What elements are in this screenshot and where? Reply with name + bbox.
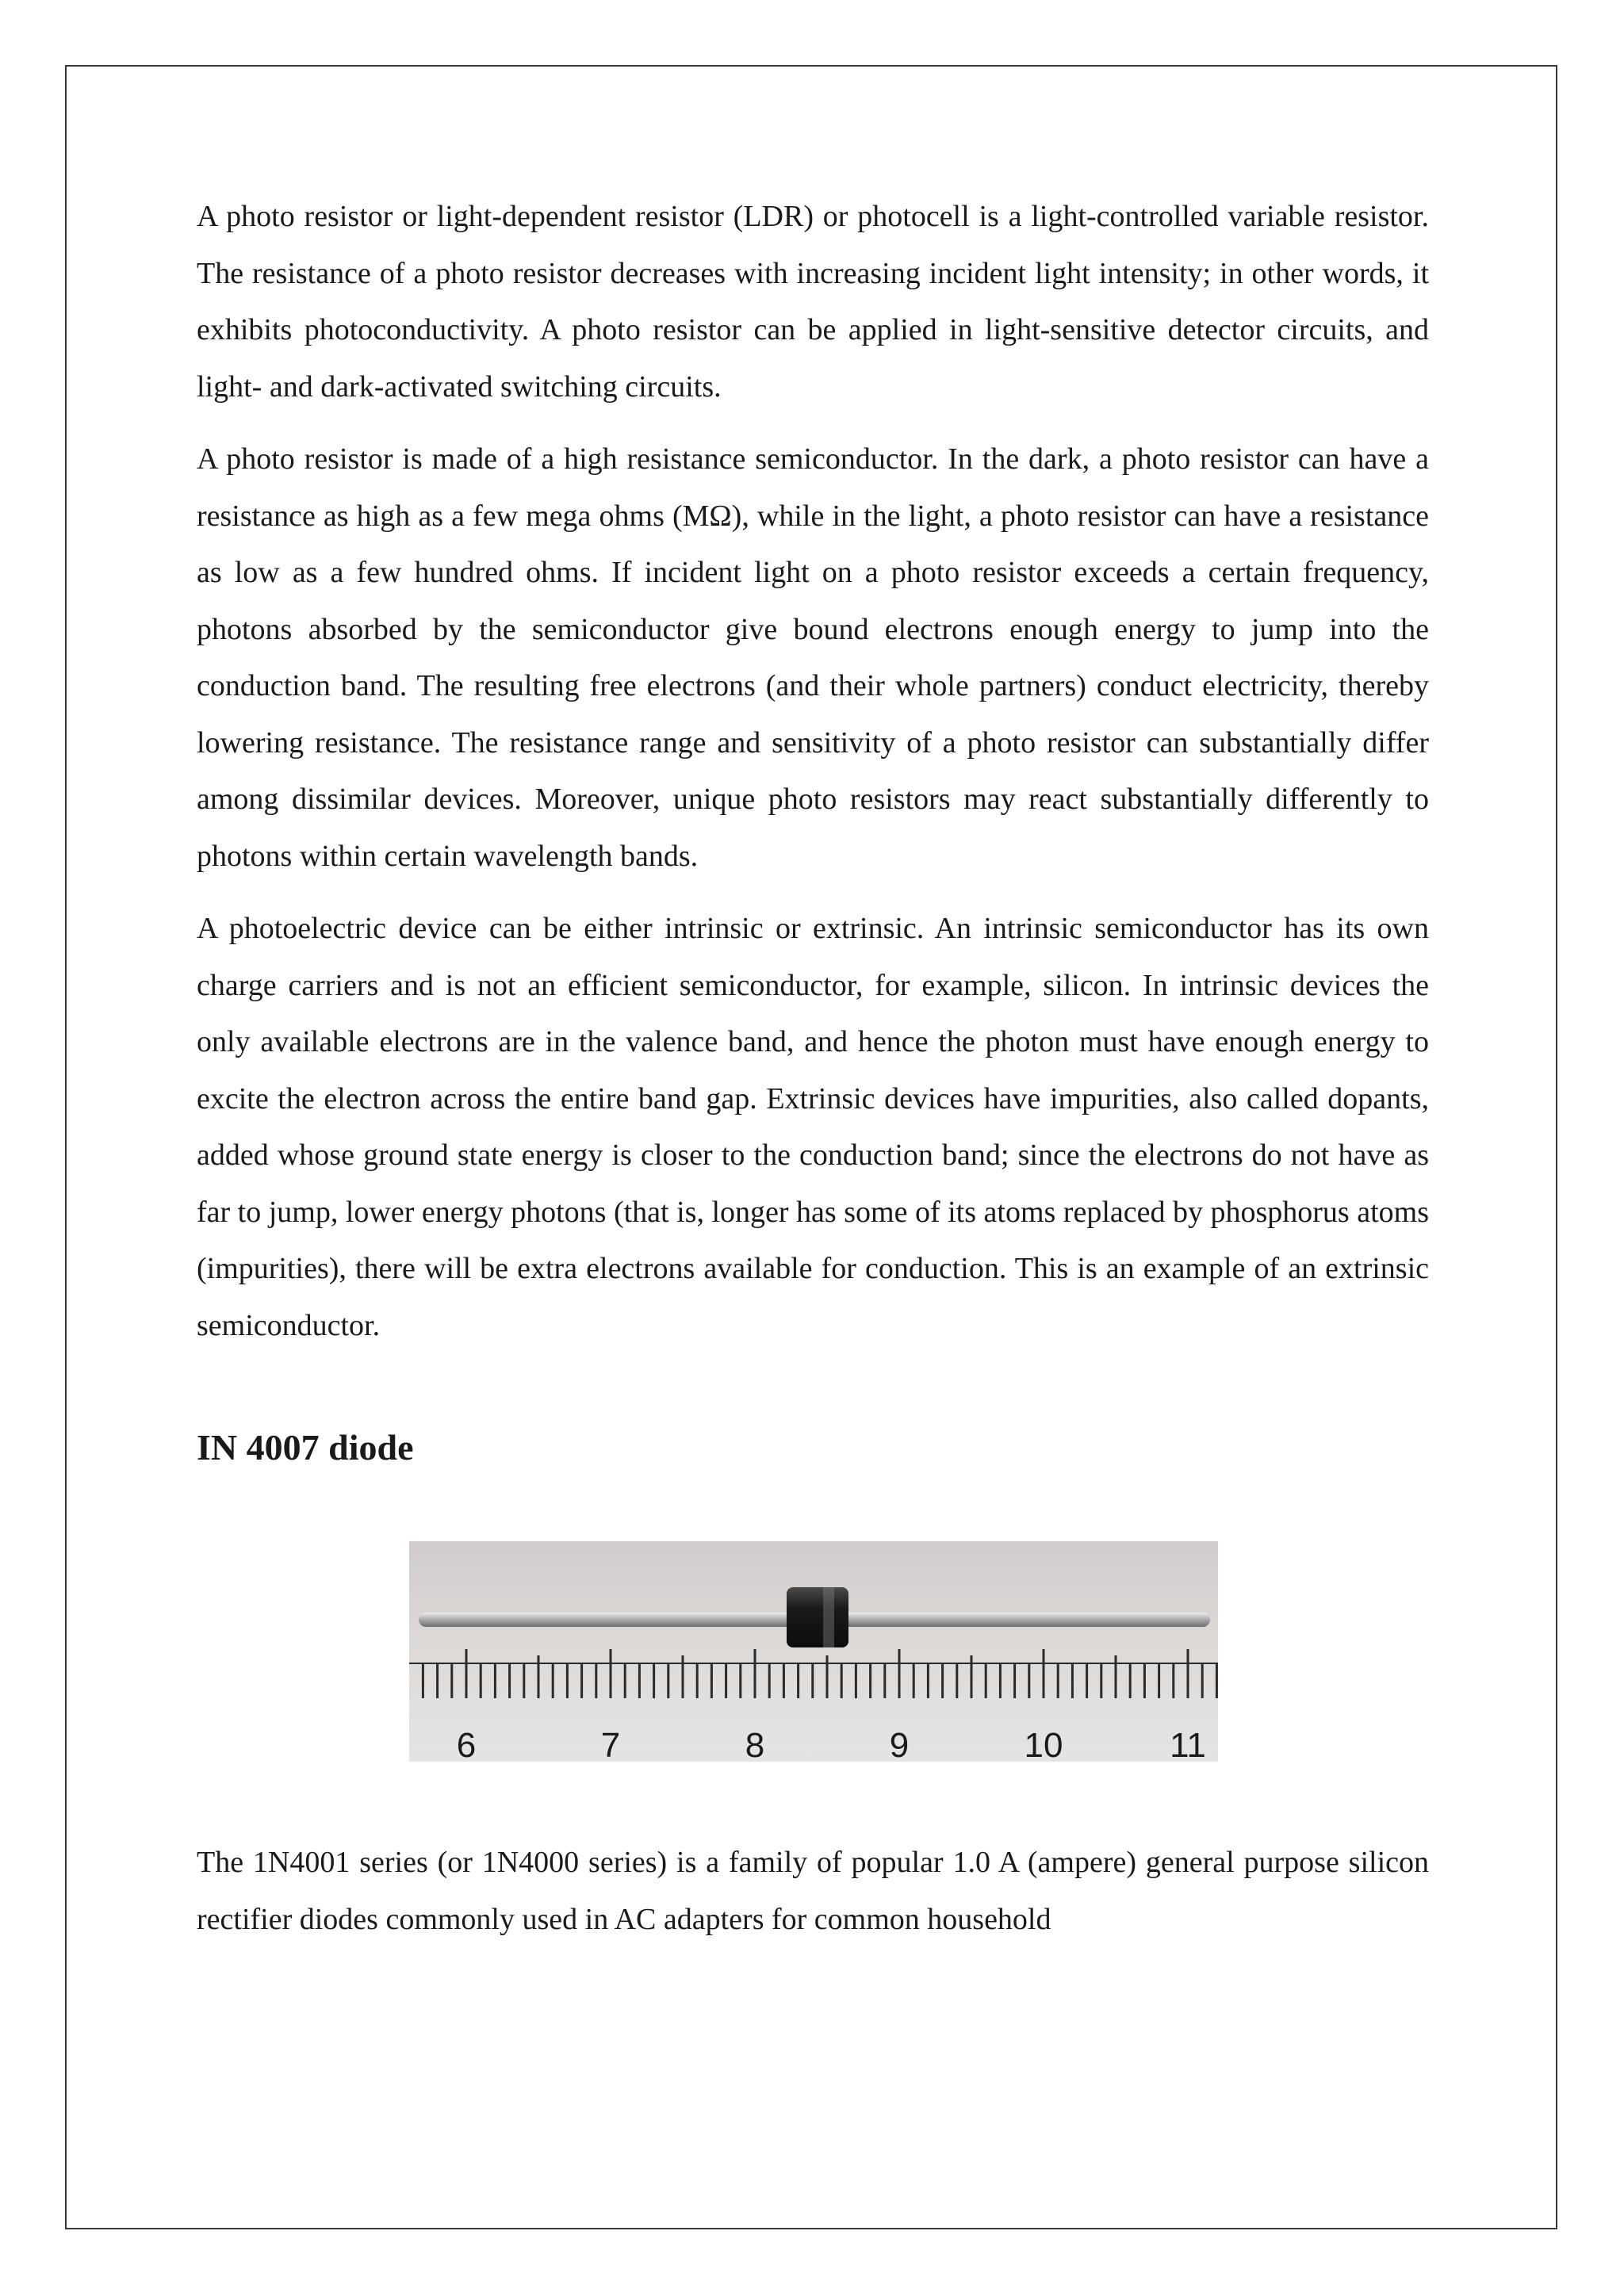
ruler-number: 10 — [1024, 1726, 1063, 1762]
paragraph-photo-resistor-material: A photo resistor is made of a high resistance semiconductor. In the dark, a photo resistor can have a resistance as high as a few mega ohms (MΩ), while in the light, a photo resistor can have a resistance as low as a few hundred ohms. If incident light on a photo resistor exceeds a certain frequency, photons absorbed by the semiconductor give bound electrons enough energy to jump into the conduction band. The resulting free electrons (and their whole partners) conduct electricity, thereby lowering resistance. The resistance range and sensitivity of a photo resistor can substantially differ among dissimilar devices. Moreover, unique photo resistors may react substantially differently to photons within certain wavelength bands. — [197, 442, 1429, 873]
diode-cathode-band — [823, 1587, 834, 1647]
diode-body — [787, 1587, 848, 1647]
ruler-number: 9 — [889, 1726, 910, 1762]
ruler-number: 8 — [745, 1726, 765, 1762]
ruler-number: 11 — [1170, 1726, 1206, 1762]
paragraph-1n4001-series: The 1N4001 series (or 1N4000 series) is a family of popular 1.0 A (ampere) general purpose silicon rectifier diodes commonly used in AC adapters for common household — [197, 1846, 1429, 1936]
ruler-number: 6 — [456, 1726, 477, 1762]
paragraph-intrinsic-extrinsic: A photoelectric device can be either intrinsic or extrinsic. An intrinsic semiconductor has its own charge carriers and is not an efficient semiconductor, for example, silicon. In intrinsic devices the only available electrons are in the valence band, and hence the photon must have enough energy to excite the electron across the entire band gap. Extrinsic devices have impurities, also called dopants, added whose ground state energy is closer to the conduction band; since the electrons do not have as far to jump, lower energy photons (that is, longer has some of its atoms replaced by phosphorus atoms (impurities), there will be extra electrons available for conduction. This is an example of an extrinsic semiconductor. — [197, 912, 1429, 1342]
paragraph-photo-resistor-intro: A photo resistor or light-dependent resistor (LDR) or photocell is a light-controlled variable resistor. The resistance of a photo resistor decreases with increasing incident light intensity; in other words, it exhibits photoconductivity. A photo resistor can be applied in light-sensitive detector circuits, and light- and dark-activated switching circuits. — [197, 200, 1429, 404]
section-heading: IN 4007 diode — [197, 1427, 414, 1468]
diode-photo-graphic — [409, 1541, 1218, 1762]
diode-photo — [409, 1541, 1218, 1762]
ruler-number: 7 — [600, 1726, 621, 1762]
document-body — [197, 189, 1429, 1964]
